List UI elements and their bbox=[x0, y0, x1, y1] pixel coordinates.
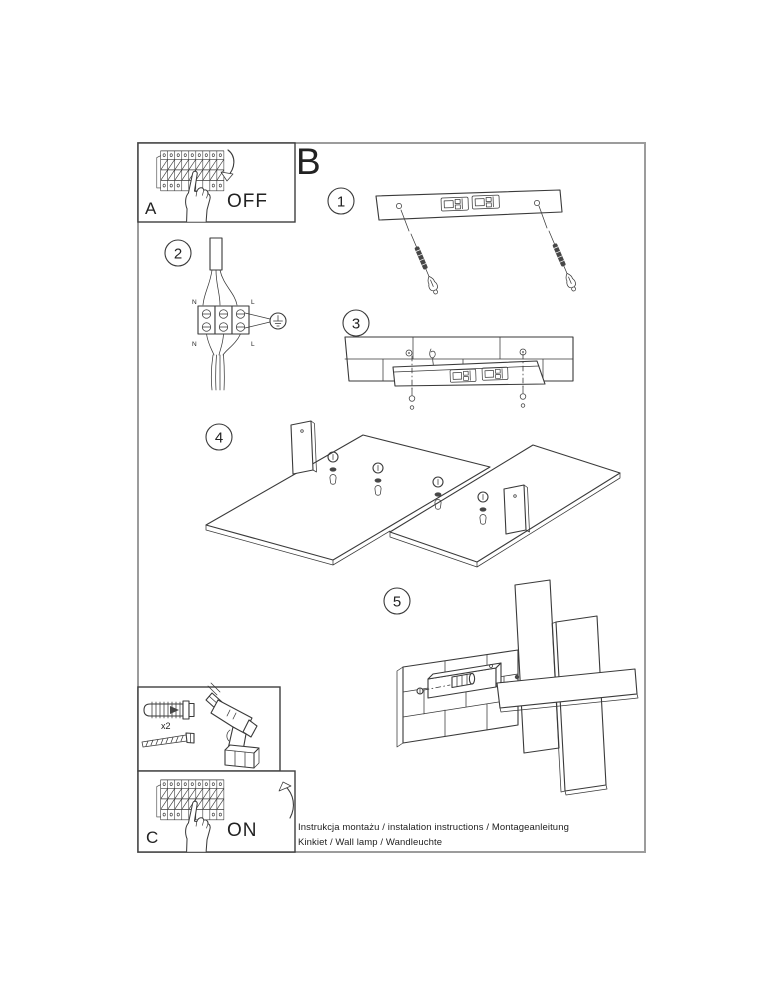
wire-label-l-bottom: L bbox=[251, 341, 255, 348]
power-cable-top bbox=[203, 238, 237, 305]
step-4 bbox=[206, 421, 620, 567]
step-2 bbox=[165, 238, 286, 390]
panel-a-box bbox=[138, 143, 295, 222]
anchor-quantity-label: x2 bbox=[161, 721, 171, 731]
lamp-board-vertical-front bbox=[552, 616, 607, 795]
section-b-label: B bbox=[296, 141, 321, 182]
footer-line1: Instrukcja montażu / instalation instructions / Montageanleitung bbox=[298, 822, 569, 833]
step-4-number: 4 bbox=[214, 429, 224, 447]
screw-anchor-right-icon bbox=[539, 206, 578, 292]
panel-a-label: A bbox=[145, 199, 157, 218]
screw-anchor-left-icon bbox=[401, 210, 440, 295]
terminal-block bbox=[198, 306, 249, 334]
wire-label-l-top: L bbox=[251, 299, 255, 306]
bracket-plate-left bbox=[291, 421, 317, 474]
step-5 bbox=[384, 580, 638, 795]
step-3 bbox=[343, 310, 573, 409]
tools-box bbox=[138, 683, 280, 771]
wire-label-n-bottom: N bbox=[192, 341, 197, 348]
power-cable-bottom bbox=[207, 334, 241, 390]
screw-head-dot bbox=[515, 675, 519, 679]
panel-c-label: C bbox=[146, 828, 159, 847]
panel-c-box bbox=[138, 771, 295, 852]
step-2-number: 2 bbox=[173, 245, 183, 263]
step-1 bbox=[328, 188, 578, 295]
wall-plug-icon bbox=[144, 701, 194, 719]
power-off-label: OFF bbox=[227, 191, 268, 212]
footer-line2: Kinkiet / Wall lamp / Wandleuchte bbox=[298, 837, 443, 848]
ground-symbol-icon bbox=[245, 313, 286, 329]
step-3-number: 3 bbox=[351, 315, 361, 333]
power-on-label: ON bbox=[227, 820, 258, 841]
step-1-number: 1 bbox=[336, 193, 346, 211]
step-5-number: 5 bbox=[392, 593, 402, 611]
mounting-bar bbox=[376, 190, 562, 220]
wire-label-n-top: N bbox=[192, 299, 197, 306]
lamp-board-vertical-back bbox=[515, 580, 559, 753]
footer bbox=[298, 822, 569, 848]
